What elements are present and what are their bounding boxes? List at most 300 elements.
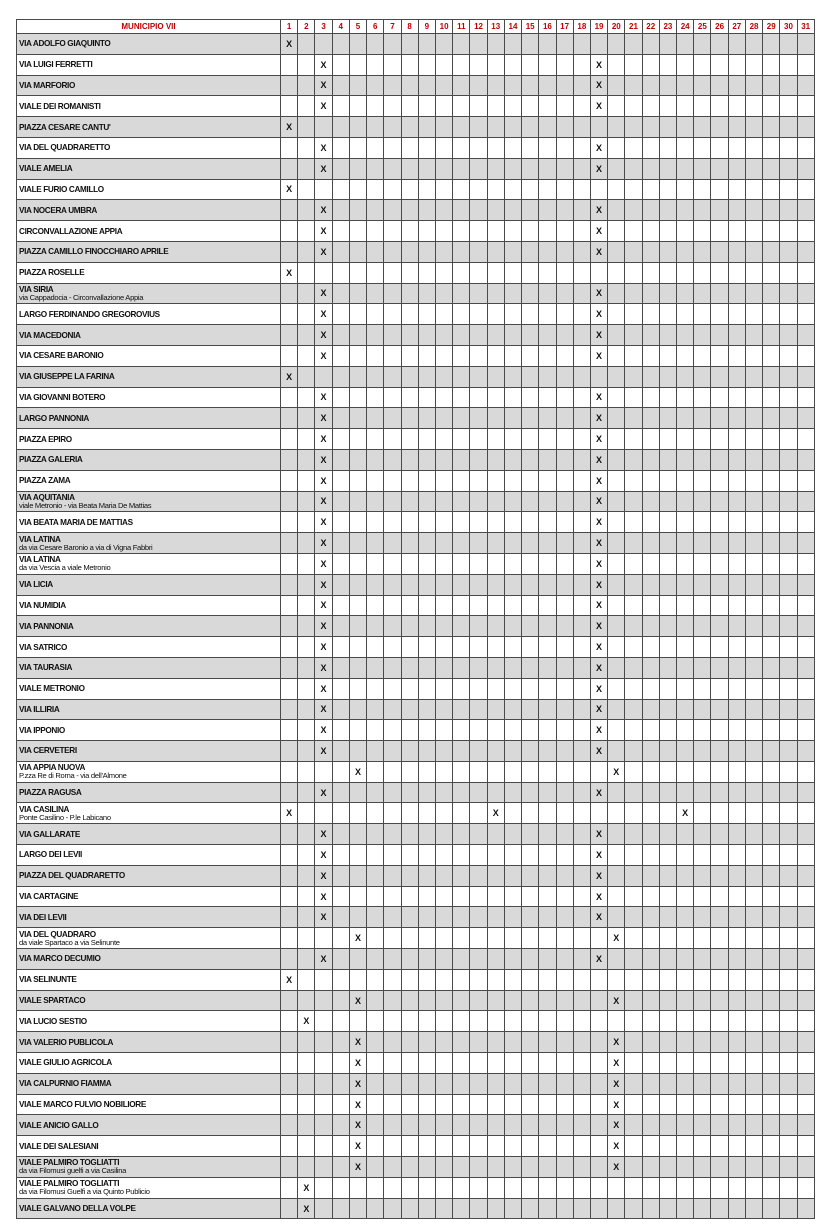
cleaning-mark: X [315,720,332,741]
day-cell-5 [349,262,366,283]
day-cell-1 [281,824,298,845]
day-cell-29 [763,928,780,949]
cleaning-mark: X [590,158,607,179]
day-cell-24 [677,241,694,262]
day-cell-22 [642,491,659,512]
day-cell-26 [711,886,728,907]
day-cell-13 [487,221,504,242]
day-cell-25 [694,1011,711,1032]
day-cell-22 [642,117,659,138]
day-cell-21 [625,990,642,1011]
day-cell-16 [539,75,556,96]
day-cell-4 [332,179,349,200]
day-cell-11 [453,949,470,970]
day-cell-23 [659,553,676,574]
day-cell-18 [573,96,590,117]
day-cell-1 [281,283,298,304]
day-cell-27 [728,1115,745,1136]
day-cell-13 [487,1115,504,1136]
day-cell-17 [556,512,573,533]
day-cell-13 [487,574,504,595]
day-cell-22 [642,158,659,179]
day-cell-29 [763,179,780,200]
day-cell-24 [677,304,694,325]
street-name-cell [17,845,281,866]
day-cell-12 [470,283,487,304]
day-cell-21 [625,1115,642,1136]
day-cell-27 [728,200,745,221]
day-cell-25 [694,1177,711,1198]
day-cell-9 [418,969,435,990]
day-cell-29 [763,117,780,138]
day-cell-28 [745,75,762,96]
day-cell-29 [763,969,780,990]
day-cell-30 [780,637,797,658]
day-cell-13 [487,720,504,741]
day-cell-29 [763,803,780,824]
day-cell-8 [401,824,418,845]
day-cell-13 [487,429,504,450]
day-cell-29 [763,158,780,179]
day-cell-26 [711,595,728,616]
day-cell-22 [642,886,659,907]
day-cell-11 [453,304,470,325]
day-cell-26 [711,366,728,387]
cleaning-mark: X [590,741,607,762]
day-cell-29 [763,949,780,970]
street-name-cell [17,408,281,429]
day-cell-3 [315,990,332,1011]
day-cell-4 [332,387,349,408]
day-cell-31 [797,1177,814,1198]
day-cell-1 [281,241,298,262]
day-header-4: 4 [332,20,349,34]
day-cell-26 [711,387,728,408]
street-name-cell [17,865,281,886]
day-cell-9 [418,345,435,366]
table-header [17,20,815,34]
day-cell-13 [487,533,504,554]
day-cell-5 [349,907,366,928]
day-cell-12 [470,886,487,907]
day-cell-9 [418,283,435,304]
day-cell-16 [539,408,556,429]
day-cell-25 [694,241,711,262]
day-cell-16 [539,304,556,325]
day-cell-27 [728,241,745,262]
day-cell-15 [522,657,539,678]
day-cell-9 [418,158,435,179]
day-cell-2 [298,75,315,96]
day-cell-15 [522,345,539,366]
street-name: VIA GIUSEPPE LA FARINA [19,372,115,382]
cleaning-mark: X [315,741,332,762]
day-cell-5 [349,387,366,408]
day-cell-4 [332,782,349,803]
day-cell-22 [642,200,659,221]
day-cell-17 [556,553,573,574]
day-cell-22 [642,512,659,533]
cleaning-mark: X [608,1115,625,1136]
day-cell-17 [556,1011,573,1032]
day-cell-18 [573,928,590,949]
day-cell-28 [745,990,762,1011]
day-header-31: 31 [797,20,814,34]
day-cell-29 [763,512,780,533]
day-cell-15 [522,54,539,75]
day-cell-4 [332,221,349,242]
day-cell-16 [539,117,556,138]
day-cell-28 [745,699,762,720]
day-cell-17 [556,54,573,75]
day-cell-2 [298,1032,315,1053]
table-row [17,761,815,782]
day-cell-17 [556,304,573,325]
day-cell-31 [797,1115,814,1136]
day-cell-4 [332,678,349,699]
day-cell-23 [659,34,676,55]
day-cell-10 [435,179,452,200]
day-cell-25 [694,761,711,782]
day-cell-2 [298,990,315,1011]
day-cell-4 [332,907,349,928]
cleaning-mark: X [349,990,366,1011]
day-cell-21 [625,512,642,533]
day-cell-22 [642,1011,659,1032]
day-cell-4 [332,366,349,387]
day-cell-16 [539,741,556,762]
day-cell-10 [435,512,452,533]
day-cell-13 [487,1011,504,1032]
day-cell-1 [281,137,298,158]
day-cell-5 [349,678,366,699]
table-row [17,387,815,408]
day-cell-21 [625,886,642,907]
day-cell-24 [677,262,694,283]
day-cell-31 [797,429,814,450]
day-cell-25 [694,969,711,990]
day-cell-29 [763,761,780,782]
day-cell-8 [401,387,418,408]
table-row [17,325,815,346]
day-cell-4 [332,408,349,429]
day-cell-9 [418,657,435,678]
cleaning-mark: X [349,1073,366,1094]
day-cell-8 [401,1136,418,1157]
day-cell-21 [625,1011,642,1032]
day-cell-20 [608,283,625,304]
day-cell-7 [384,949,401,970]
day-cell-21 [625,283,642,304]
day-cell-7 [384,741,401,762]
day-cell-2 [298,408,315,429]
day-cell-13 [487,678,504,699]
day-cell-8 [401,1011,418,1032]
cleaning-mark: X [315,574,332,595]
day-cell-21 [625,96,642,117]
day-cell-14 [504,200,521,221]
day-cell-10 [435,491,452,512]
day-cell-11 [453,865,470,886]
day-cell-7 [384,34,401,55]
day-cell-29 [763,470,780,491]
day-cell-30 [780,137,797,158]
day-cell-31 [797,865,814,886]
day-cell-4 [332,1115,349,1136]
day-cell-23 [659,678,676,699]
table-row [17,824,815,845]
day-cell-10 [435,1198,452,1219]
day-cell-30 [780,325,797,346]
street-name: VIA IPPONIO [19,725,65,735]
day-cell-28 [745,117,762,138]
day-cell-4 [332,886,349,907]
day-cell-23 [659,637,676,658]
day-cell-21 [625,1073,642,1094]
day-cell-7 [384,574,401,595]
table-row [17,533,815,554]
day-cell-7 [384,54,401,75]
table-row [17,179,815,200]
day-cell-4 [332,54,349,75]
table-row [17,221,815,242]
day-cell-6 [367,325,384,346]
day-cell-8 [401,408,418,429]
day-cell-29 [763,325,780,346]
day-cell-27 [728,969,745,990]
day-cell-27 [728,678,745,699]
day-cell-24 [677,1157,694,1178]
day-cell-15 [522,595,539,616]
street-name-cell [17,574,281,595]
table-row [17,283,815,304]
day-cell-19 [590,1011,607,1032]
day-cell-18 [573,616,590,637]
day-cell-29 [763,595,780,616]
day-cell-8 [401,533,418,554]
day-cell-6 [367,345,384,366]
day-header-21: 21 [625,20,642,34]
day-cell-10 [435,657,452,678]
day-cell-20 [608,241,625,262]
day-cell-15 [522,387,539,408]
day-cell-7 [384,491,401,512]
day-cell-30 [780,949,797,970]
day-cell-6 [367,657,384,678]
day-cell-27 [728,325,745,346]
day-cell-11 [453,1177,470,1198]
day-cell-30 [780,1157,797,1178]
day-cell-4 [332,928,349,949]
day-cell-10 [435,782,452,803]
day-cell-9 [418,865,435,886]
day-cell-12 [470,1157,487,1178]
day-cell-8 [401,429,418,450]
cleaning-mark: X [590,616,607,637]
day-cell-28 [745,637,762,658]
day-cell-12 [470,262,487,283]
day-cell-9 [418,741,435,762]
day-cell-24 [677,678,694,699]
day-cell-15 [522,1157,539,1178]
day-cell-21 [625,574,642,595]
day-cell-15 [522,1094,539,1115]
day-cell-28 [745,553,762,574]
day-cell-13 [487,325,504,346]
cleaning-mark: X [608,928,625,949]
day-cell-15 [522,241,539,262]
day-cell-22 [642,803,659,824]
street-segment: da via Filomusi Guelfi a via Quinto Publicio [19,1187,150,1197]
day-cell-28 [745,366,762,387]
day-cell-4 [332,741,349,762]
day-cell-24 [677,117,694,138]
day-cell-24 [677,1073,694,1094]
day-cell-27 [728,345,745,366]
street-name-cell [17,200,281,221]
day-cell-17 [556,96,573,117]
day-cell-17 [556,1115,573,1136]
cleaning-mark: X [590,137,607,158]
day-cell-25 [694,949,711,970]
day-cell-25 [694,54,711,75]
street-segment: viale Metronio - via Beata Maria De Mattias [19,500,152,510]
day-cell-15 [522,1032,539,1053]
street-name: PIAZZA CAMILLO FINOCCHIARO APRILE [19,247,169,257]
day-cell-8 [401,304,418,325]
day-cell-17 [556,678,573,699]
day-cell-21 [625,824,642,845]
day-cell-2 [298,137,315,158]
day-cell-27 [728,408,745,429]
day-cell-20 [608,782,625,803]
day-cell-14 [504,408,521,429]
cleaning-mark: X [590,907,607,928]
day-cell-25 [694,533,711,554]
day-cell-20 [608,34,625,55]
day-cell-27 [728,803,745,824]
street-name-cell [17,990,281,1011]
day-cell-7 [384,470,401,491]
day-cell-5 [349,470,366,491]
day-cell-25 [694,741,711,762]
day-cell-16 [539,1115,556,1136]
day-cell-11 [453,1198,470,1219]
cleaning-mark: X [298,1011,315,1032]
cleaning-mark: X [590,283,607,304]
day-cell-28 [745,429,762,450]
day-cell-12 [470,720,487,741]
day-cell-27 [728,1032,745,1053]
day-cell-6 [367,533,384,554]
day-cell-5 [349,595,366,616]
day-cell-17 [556,34,573,55]
day-cell-26 [711,845,728,866]
day-cell-29 [763,657,780,678]
day-cell-6 [367,678,384,699]
day-cell-10 [435,678,452,699]
day-cell-4 [332,595,349,616]
day-cell-11 [453,803,470,824]
day-cell-13 [487,824,504,845]
day-cell-14 [504,969,521,990]
day-cell-1 [281,657,298,678]
day-cell-14 [504,1177,521,1198]
day-cell-6 [367,117,384,138]
table-row [17,34,815,55]
day-cell-8 [401,1073,418,1094]
day-cell-13 [487,262,504,283]
day-cell-23 [659,761,676,782]
day-cell-24 [677,158,694,179]
day-cell-16 [539,137,556,158]
day-cell-14 [504,574,521,595]
day-cell-14 [504,616,521,637]
day-cell-30 [780,886,797,907]
day-cell-4 [332,1177,349,1198]
day-cell-5 [349,553,366,574]
day-cell-12 [470,761,487,782]
day-cell-28 [745,179,762,200]
table-row [17,657,815,678]
day-cell-18 [573,741,590,762]
day-cell-30 [780,200,797,221]
day-cell-11 [453,928,470,949]
day-cell-30 [780,345,797,366]
day-cell-12 [470,325,487,346]
day-cell-18 [573,553,590,574]
day-cell-8 [401,221,418,242]
day-cell-9 [418,34,435,55]
day-cell-11 [453,1094,470,1115]
day-cell-11 [453,1157,470,1178]
table-row [17,574,815,595]
day-cell-1 [281,408,298,429]
day-cell-29 [763,34,780,55]
day-cell-29 [763,741,780,762]
day-cell-14 [504,949,521,970]
day-cell-27 [728,1136,745,1157]
day-cell-10 [435,699,452,720]
day-cell-18 [573,512,590,533]
day-cell-12 [470,96,487,117]
day-cell-20 [608,158,625,179]
day-cell-26 [711,283,728,304]
day-cell-15 [522,325,539,346]
cleaning-mark: X [315,221,332,242]
day-cell-22 [642,366,659,387]
day-cell-20 [608,803,625,824]
day-cell-8 [401,158,418,179]
day-cell-3 [315,969,332,990]
day-cell-25 [694,470,711,491]
day-cell-26 [711,241,728,262]
day-cell-22 [642,241,659,262]
day-cell-8 [401,345,418,366]
day-cell-10 [435,408,452,429]
day-cell-30 [780,1053,797,1074]
day-cell-23 [659,574,676,595]
day-cell-12 [470,158,487,179]
day-cell-13 [487,699,504,720]
day-cell-13 [487,408,504,429]
day-cell-17 [556,387,573,408]
cleaning-mark: X [349,1053,366,1074]
day-cell-13 [487,179,504,200]
day-cell-2 [298,1157,315,1178]
day-cell-9 [418,1011,435,1032]
day-cell-13 [487,1177,504,1198]
